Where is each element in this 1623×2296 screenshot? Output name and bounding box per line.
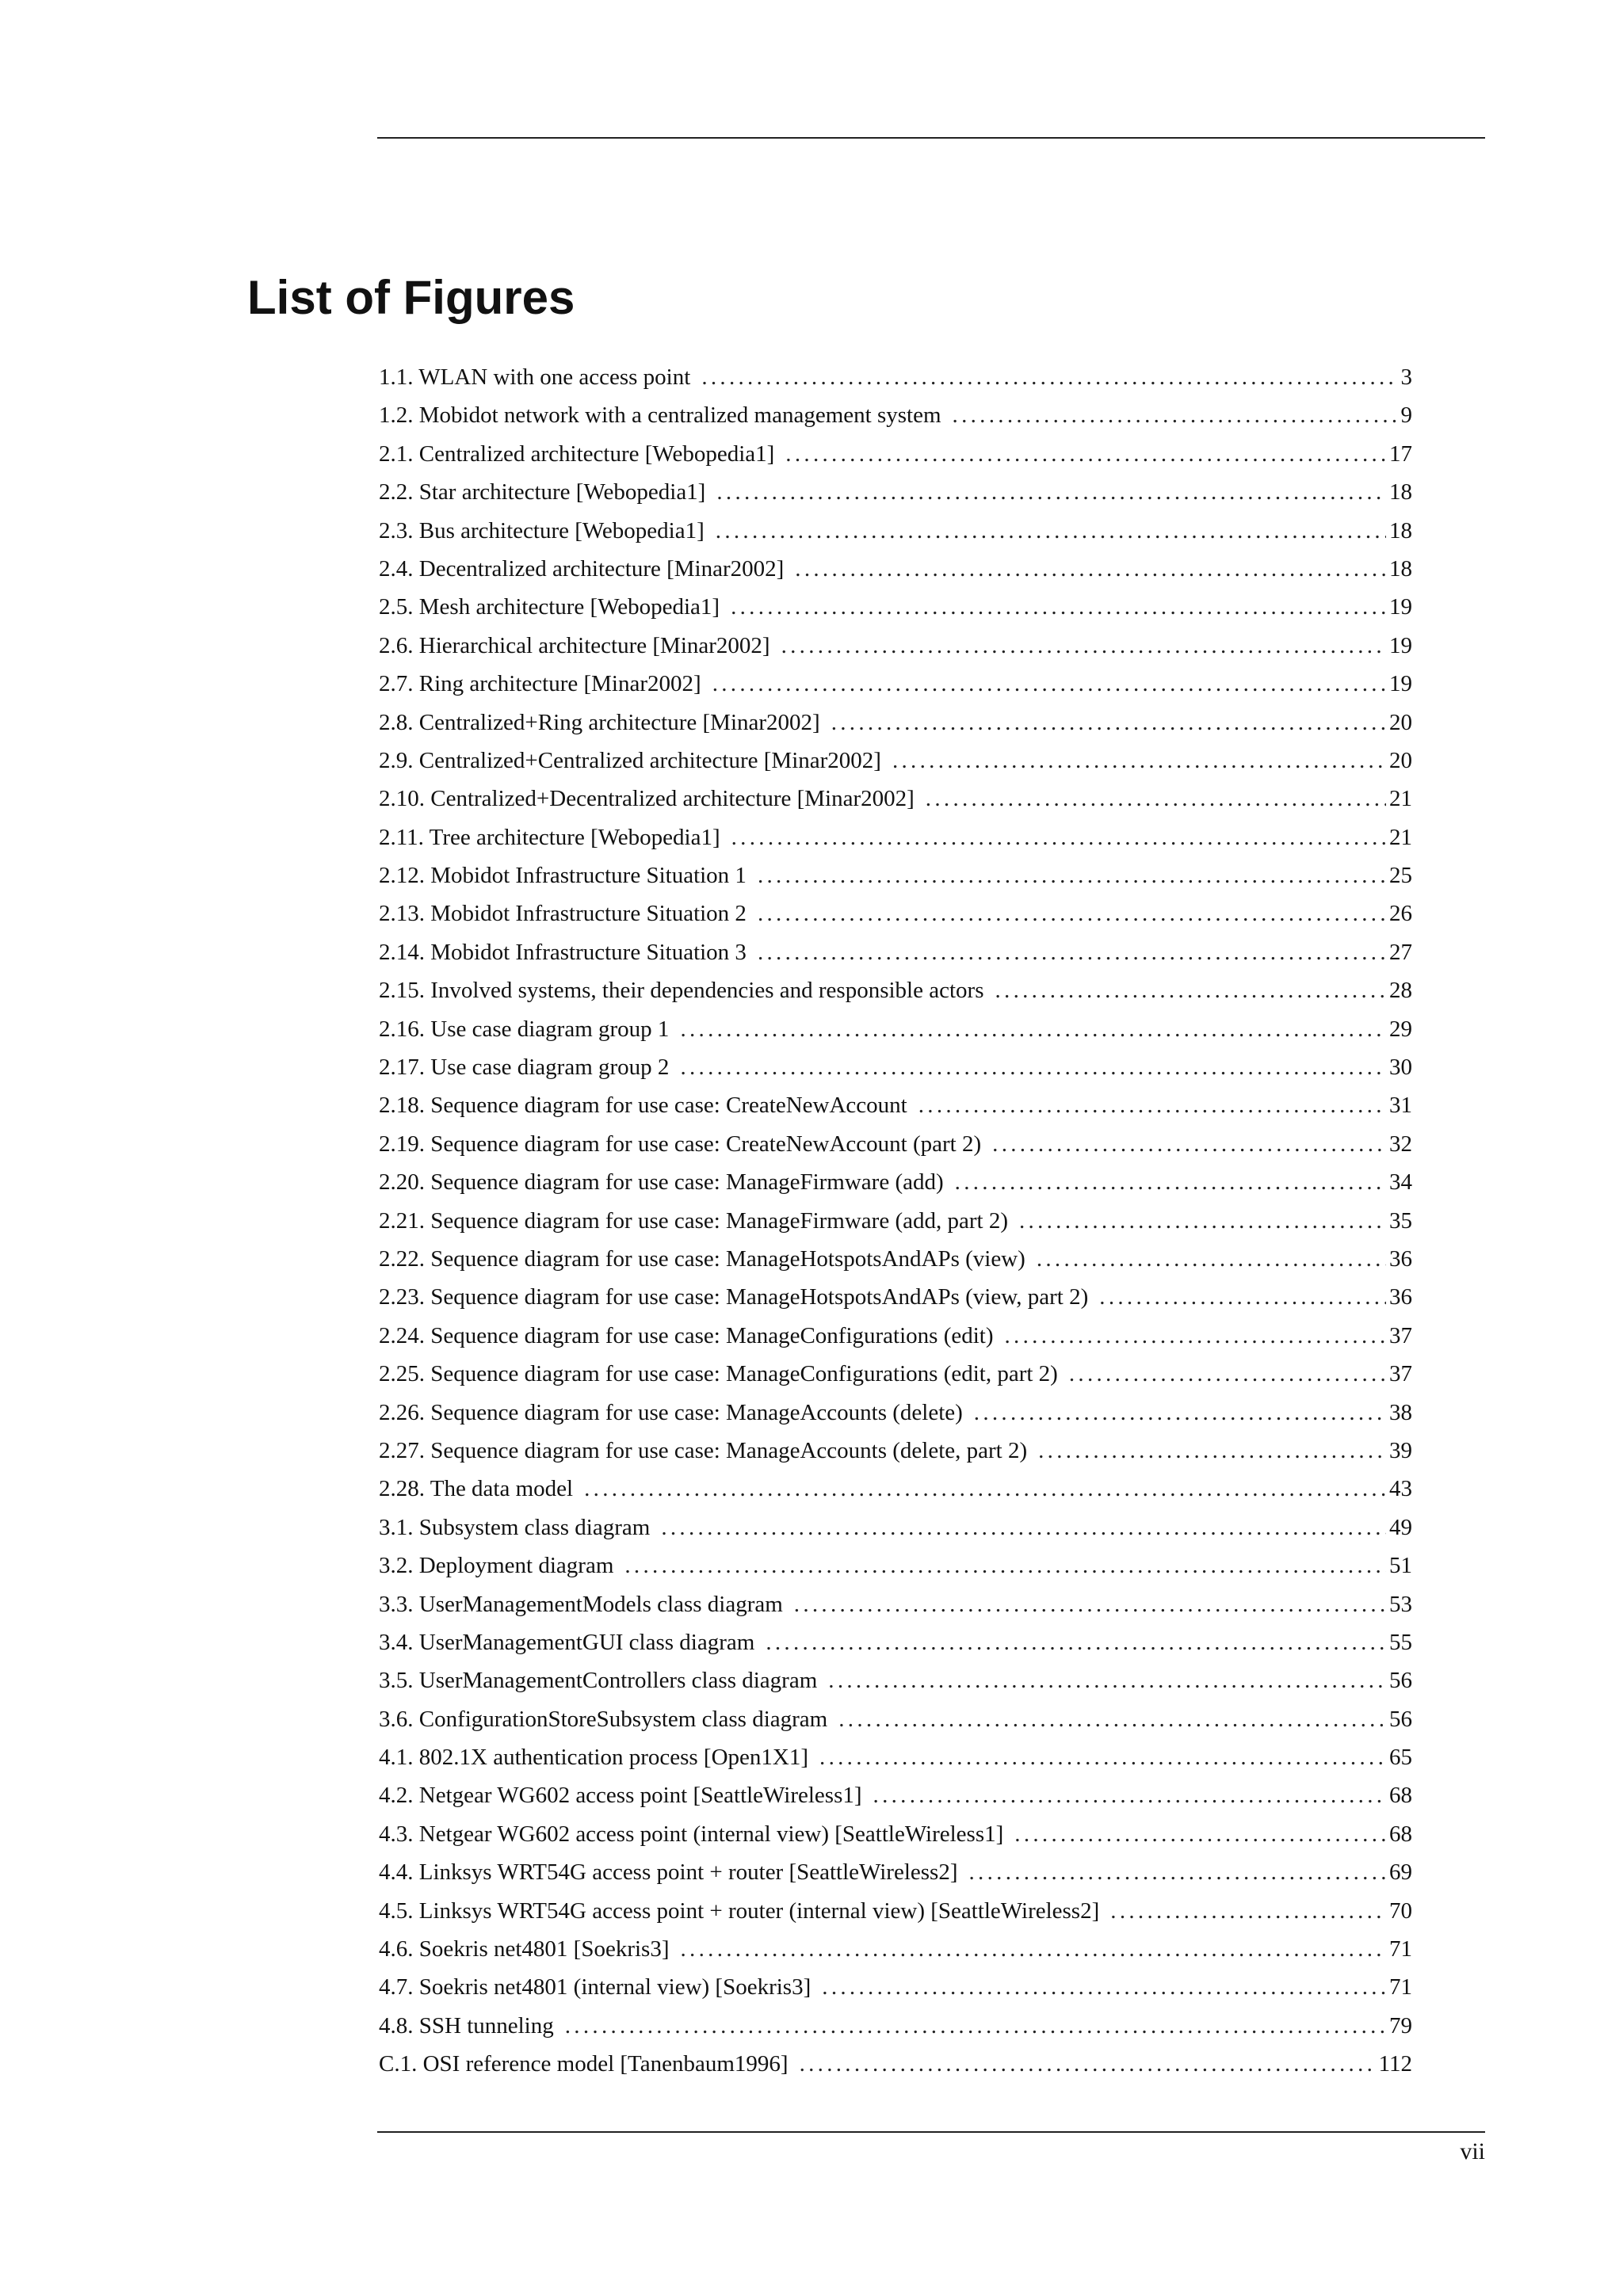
- figure-entry-page: 21: [1389, 824, 1412, 850]
- figure-entry-label: 4.3. Netgear WG602 access point (internal view) [SeattleWireless1]: [379, 1821, 1004, 1847]
- figure-entry-page: 9: [1400, 402, 1412, 429]
- figure-entry-label: 4.2. Netgear WG602 access point [SeattleWireless1]: [379, 1783, 862, 1809]
- dot-leader: [712, 665, 1386, 703]
- figure-entry-label: 2.4. Decentralized architecture [Minar2002]: [379, 555, 785, 582]
- figure-entry-label: 2.19. Sequence diagram for use case: CreateNewAccount (part 2): [379, 1131, 982, 1157]
- figure-entry[interactable]: [379, 1776, 1412, 1814]
- figure-entry-label: 2.10. Centralized+Decentralized architecture [Minar2002]: [379, 786, 915, 812]
- figure-entry-label: C.1. OSI reference model [Tanenbaum1996]: [379, 2051, 789, 2077]
- figure-entry-label: 2.23. Sequence diagram for use case: ManageHotspotsAndAPs (view, part 2): [379, 1284, 1089, 1310]
- figure-entry-label: 2.14. Mobidot Infrastructure Situation 3: [379, 939, 747, 965]
- figure-entry[interactable]: [379, 1163, 1412, 1201]
- figure-entry-page: 19: [1389, 594, 1412, 620]
- figure-entry-page: 17: [1389, 441, 1412, 467]
- figure-entry-page: 30: [1389, 1055, 1412, 1081]
- figure-entry[interactable]: [379, 2045, 1412, 2083]
- figure-entry-label: 2.13. Mobidot Infrastructure Situation 2: [379, 901, 747, 927]
- figure-entry-label: 2.25. Sequence diagram for use case: ManageConfigurations (edit, part 2): [379, 1361, 1058, 1387]
- figure-entry-label: 2.1. Centralized architecture [Webopedia1]: [379, 441, 775, 467]
- figure-entry[interactable]: [379, 1585, 1412, 1623]
- page-title: List of Figures: [247, 271, 575, 324]
- dot-leader: [828, 1661, 1386, 1699]
- dot-leader: [955, 1163, 1386, 1201]
- dot-leader: [974, 1394, 1386, 1432]
- dot-leader: [1037, 1240, 1386, 1278]
- figure-entry[interactable]: [379, 665, 1412, 703]
- figure-entry[interactable]: [379, 704, 1412, 742]
- footer-rule: [377, 2131, 1485, 2133]
- figure-entry-page: 56: [1389, 1668, 1412, 1694]
- dot-leader: [795, 550, 1386, 588]
- dot-leader: [838, 1700, 1386, 1738]
- figure-entry-page: 19: [1389, 632, 1412, 658]
- figure-entry[interactable]: [379, 1623, 1412, 1661]
- figure-entry-page: 25: [1389, 863, 1412, 889]
- dot-leader: [995, 971, 1386, 1009]
- dot-leader: [781, 627, 1386, 665]
- dot-leader: [624, 1547, 1386, 1585]
- figure-entry[interactable]: [379, 1317, 1412, 1355]
- figure-entry[interactable]: [379, 1815, 1412, 1853]
- dot-leader: [785, 435, 1386, 473]
- figure-entry-label: 2.15. Involved systems, their dependencies and responsible actors: [379, 978, 984, 1004]
- figure-entry-page: 71: [1389, 1936, 1412, 1962]
- figure-entry[interactable]: [379, 780, 1412, 818]
- figure-entry[interactable]: [379, 2007, 1412, 2045]
- dot-leader: [716, 512, 1386, 550]
- figure-entry-label: 2.24. Sequence diagram for use case: ManageConfigurations (edit): [379, 1322, 994, 1348]
- figure-entry-page: 51: [1389, 1553, 1412, 1579]
- dot-leader: [1014, 1815, 1386, 1853]
- figure-entry[interactable]: [379, 550, 1412, 588]
- figure-entry-label: 3.6. ConfigurationStoreSubsystem class diagram: [379, 1706, 828, 1732]
- figure-entry-label: 2.28. The data model: [379, 1476, 574, 1502]
- figure-entry-page: 20: [1389, 709, 1412, 735]
- dot-leader: [716, 473, 1386, 511]
- dot-leader: [584, 1470, 1386, 1508]
- figure-entry-label: 2.17. Use case diagram group 2: [379, 1055, 670, 1081]
- figure-entry-label: 2.11. Tree architecture [Webopedia1]: [379, 824, 720, 850]
- figure-entry-label: 2.22. Sequence diagram for use case: ManageHotspotsAndAPs (view): [379, 1245, 1025, 1272]
- figure-entry-page: 36: [1389, 1284, 1412, 1310]
- figure-entry-page: 65: [1389, 1745, 1412, 1771]
- figure-entry-label: 4.7. Soekris net4801 (internal view) [Soekris3]: [379, 1974, 812, 2000]
- figure-entry[interactable]: [379, 1508, 1412, 1547]
- figure-entry-page: 71: [1389, 1974, 1412, 2000]
- figure-entry[interactable]: [379, 1738, 1412, 1776]
- figure-entry-label: 4.1. 802.1X authentication process [Open1X1]: [379, 1745, 809, 1771]
- figure-entry-page: 70: [1389, 1897, 1412, 1924]
- figure-entry-label: 2.27. Sequence diagram for use case: ManageAccounts (delete, part 2): [379, 1437, 1028, 1463]
- dot-leader: [731, 588, 1386, 626]
- figure-entry-page: 18: [1389, 555, 1412, 582]
- dot-leader: [918, 1086, 1386, 1124]
- dot-leader: [873, 1776, 1386, 1814]
- figure-entry-page: 55: [1389, 1629, 1412, 1655]
- dot-leader: [992, 1125, 1386, 1163]
- figure-entry[interactable]: [379, 358, 1412, 396]
- figure-entry[interactable]: [379, 1547, 1412, 1585]
- figure-entry[interactable]: [379, 588, 1412, 626]
- dot-leader: [1038, 1432, 1386, 1470]
- figure-entry-label: 3.5. UserManagementControllers class diagram: [379, 1668, 818, 1694]
- figure-entry-page: 36: [1389, 1245, 1412, 1272]
- dot-leader: [1110, 1892, 1386, 1930]
- figure-entry-page: 69: [1389, 1859, 1412, 1886]
- dot-leader: [1005, 1317, 1387, 1355]
- figure-entry-page: 28: [1389, 978, 1412, 1004]
- figure-entry-page: 21: [1389, 786, 1412, 812]
- dot-leader: [766, 1623, 1386, 1661]
- figure-entry[interactable]: [379, 627, 1412, 665]
- dot-leader: [794, 1585, 1386, 1623]
- dot-leader: [758, 856, 1386, 894]
- figure-entry[interactable]: [379, 473, 1412, 511]
- figure-entry-label: 2.9. Centralized+Centralized architecture [Minar2002]: [379, 747, 881, 773]
- figure-entry-label: 2.7. Ring architecture [Minar2002]: [379, 671, 701, 697]
- figure-entry-page: 68: [1389, 1821, 1412, 1847]
- dot-leader: [800, 2045, 1376, 2083]
- figure-entry[interactable]: [379, 1892, 1412, 1930]
- figure-entry-page: 35: [1389, 1207, 1412, 1234]
- header-rule: [377, 137, 1485, 139]
- figure-entry[interactable]: [379, 1432, 1412, 1470]
- figure-entry[interactable]: [379, 1394, 1412, 1432]
- figure-entry[interactable]: [379, 818, 1412, 856]
- figure-entry[interactable]: [379, 1661, 1412, 1699]
- figure-entry-page: 18: [1389, 517, 1412, 543]
- figure-entry[interactable]: [379, 512, 1412, 550]
- figure-entry[interactable]: [379, 742, 1412, 780]
- figure-entry-page: 31: [1389, 1093, 1412, 1119]
- figure-entry-label: 4.6. Soekris net4801 [Soekris3]: [379, 1936, 670, 1962]
- figure-entry-page: 18: [1389, 479, 1412, 505]
- dot-leader: [758, 933, 1386, 971]
- dot-leader: [1019, 1202, 1386, 1240]
- figure-entry-page: 20: [1389, 747, 1412, 773]
- figure-entry-label: 2.20. Sequence diagram for use case: ManageFirmware (add): [379, 1169, 944, 1196]
- dot-leader: [822, 1968, 1386, 2006]
- dot-leader: [701, 358, 1397, 396]
- figure-entry-label: 3.3. UserManagementModels class diagram: [379, 1591, 783, 1617]
- figure-entry[interactable]: [379, 856, 1412, 894]
- dot-leader: [926, 780, 1386, 818]
- figure-entry-page: 3: [1400, 364, 1412, 390]
- list-of-figures: [379, 358, 1412, 2084]
- dot-leader: [681, 1930, 1387, 1968]
- dot-leader: [565, 2007, 1386, 2045]
- figure-entry-page: 37: [1389, 1361, 1412, 1387]
- dot-leader: [1069, 1355, 1386, 1393]
- figure-entry-label: 3.2. Deployment diagram: [379, 1553, 614, 1579]
- figure-entry[interactable]: [379, 1930, 1412, 1968]
- dot-leader: [953, 396, 1398, 434]
- dot-leader: [680, 1048, 1386, 1086]
- figure-entry-page: 26: [1389, 901, 1412, 927]
- figure-entry-label: 2.2. Star architecture [Webopedia1]: [379, 479, 706, 505]
- figure-entry-page: 39: [1389, 1437, 1412, 1463]
- figure-entry-page: 43: [1389, 1476, 1412, 1502]
- figure-entry[interactable]: [379, 1202, 1412, 1240]
- figure-entry-label: 3.4. UserManagementGUI class diagram: [379, 1629, 755, 1655]
- figure-entry[interactable]: [379, 1010, 1412, 1048]
- dot-leader: [892, 742, 1386, 780]
- figure-entry[interactable]: [379, 1700, 1412, 1738]
- dot-leader: [1099, 1278, 1386, 1316]
- figure-entry[interactable]: [379, 396, 1412, 434]
- page-number: vii: [1460, 2138, 1485, 2164]
- figure-entry[interactable]: [379, 1355, 1412, 1393]
- figure-entry-page: 34: [1389, 1169, 1412, 1196]
- figure-entry[interactable]: [379, 1086, 1412, 1124]
- figure-entry-page: 19: [1389, 671, 1412, 697]
- figure-entry-label: 2.5. Mesh architecture [Webopedia1]: [379, 594, 720, 620]
- dot-leader: [680, 1010, 1386, 1048]
- figure-entry-page: 56: [1389, 1706, 1412, 1732]
- figure-entry-label: 2.8. Centralized+Ring architecture [Minar2002]: [379, 709, 820, 735]
- figure-entry[interactable]: [379, 894, 1412, 933]
- dot-leader: [969, 1853, 1387, 1891]
- figure-entry[interactable]: [379, 1048, 1412, 1086]
- figure-entry[interactable]: [379, 435, 1412, 473]
- figure-entry-label: 2.6. Hierarchical architecture [Minar2002]: [379, 632, 770, 658]
- figure-entry[interactable]: [379, 971, 1412, 1009]
- dot-leader: [758, 894, 1386, 933]
- figure-entry-page: 79: [1389, 2012, 1412, 2039]
- figure-entry-label: 2.12. Mobidot Infrastructure Situation 1: [379, 863, 747, 889]
- figure-entry[interactable]: [379, 1968, 1412, 2006]
- figure-entry[interactable]: [379, 1240, 1412, 1278]
- figure-entry-label: 1.2. Mobidot network with a centralized management system: [379, 402, 941, 429]
- figure-entry-page: 27: [1389, 939, 1412, 965]
- dot-leader: [831, 704, 1386, 742]
- figure-entry-label: 2.26. Sequence diagram for use case: ManageAccounts (delete): [379, 1399, 963, 1425]
- figure-entry-label: 2.18. Sequence diagram for use case: CreateNewAccount: [379, 1093, 907, 1119]
- figure-entry-label: 1.1. WLAN with one access point: [379, 364, 691, 390]
- figure-entry-label: 4.8. SSH tunneling: [379, 2012, 554, 2039]
- figure-entry-page: 29: [1389, 1016, 1412, 1042]
- figure-entry-label: 2.3. Bus architecture [Webopedia1]: [379, 517, 705, 543]
- figure-entry[interactable]: [379, 1853, 1412, 1891]
- figure-entry[interactable]: [379, 1278, 1412, 1316]
- figure-entry-page: 49: [1389, 1514, 1412, 1540]
- figure-entry-label: 4.5. Linksys WRT54G access point + router (internal view) [SeattleWireless2]: [379, 1897, 1100, 1924]
- figure-entry-page: 37: [1389, 1322, 1412, 1348]
- figure-entry[interactable]: [379, 1470, 1412, 1508]
- figure-entry-page: 38: [1389, 1399, 1412, 1425]
- figure-entry[interactable]: [379, 1125, 1412, 1163]
- dot-leader: [731, 818, 1386, 856]
- figure-entry-label: 3.1. Subsystem class diagram: [379, 1514, 651, 1540]
- dot-leader: [819, 1738, 1386, 1776]
- figure-entry-label: 2.21. Sequence diagram for use case: ManageFirmware (add, part 2): [379, 1207, 1008, 1234]
- figure-entry-page: 53: [1389, 1591, 1412, 1617]
- figure-entry-page: 32: [1389, 1131, 1412, 1157]
- figure-entry-page: 68: [1389, 1783, 1412, 1809]
- figure-entry-label: 4.4. Linksys WRT54G access point + router [SeattleWireless2]: [379, 1859, 958, 1886]
- figure-entry-page: 112: [1378, 2051, 1412, 2077]
- figure-entry-label: 2.16. Use case diagram group 1: [379, 1016, 670, 1042]
- dot-leader: [661, 1508, 1386, 1547]
- figure-entry[interactable]: [379, 933, 1412, 971]
